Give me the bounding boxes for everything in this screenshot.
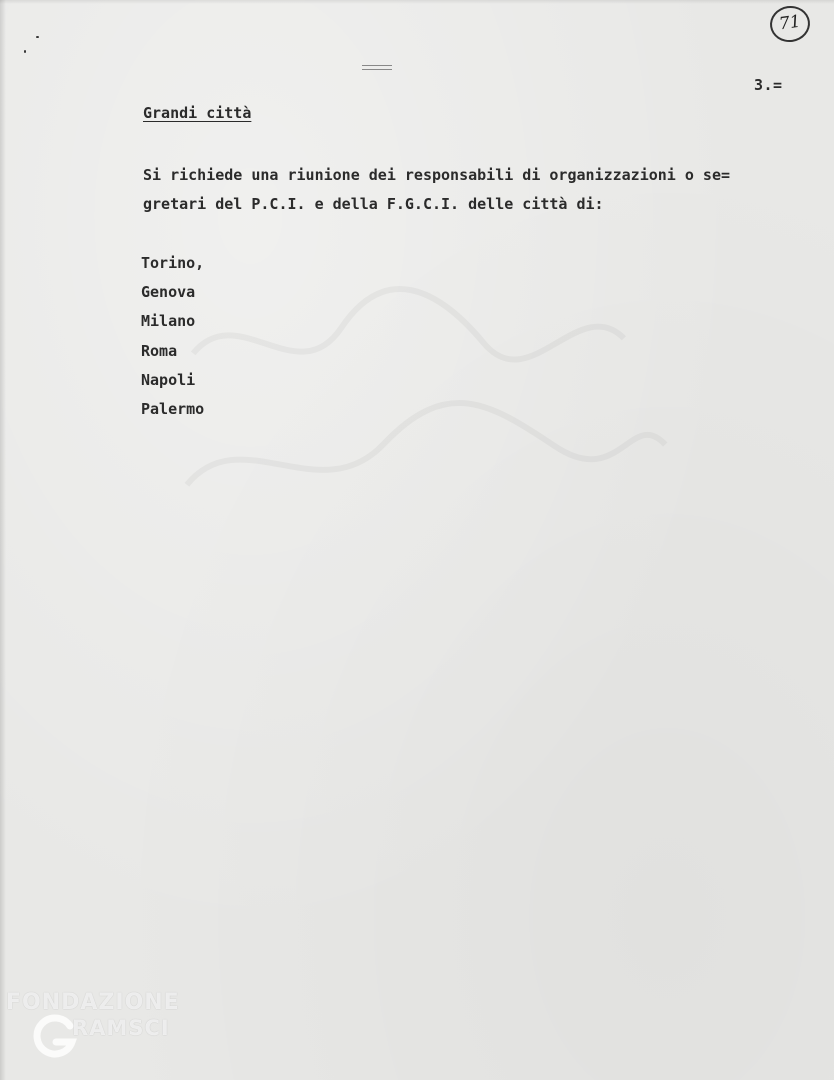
city-list xyxy=(141,249,204,424)
body-paragraph xyxy=(143,161,803,219)
city-item: Roma xyxy=(141,341,178,360)
section-heading: Grandi città xyxy=(143,104,252,122)
ink-speck xyxy=(36,36,39,38)
city-item: Napoli xyxy=(141,370,196,389)
ink-speck xyxy=(24,50,26,53)
paper-watermark xyxy=(147,244,693,571)
logo-text-line2: RAMSCI xyxy=(72,1016,170,1040)
typed-page-number: 3.= xyxy=(754,76,783,94)
paragraph-line: gretari del P.C.I. e della F.G.C.I. delle città di: xyxy=(143,195,604,213)
city-item: Palermo xyxy=(141,400,205,419)
city-item: Milano xyxy=(141,312,196,331)
archive-logo xyxy=(6,990,206,1070)
top-dash-mark xyxy=(362,65,392,70)
city-item: Genova xyxy=(141,283,196,302)
g-letter-icon xyxy=(30,1012,78,1060)
city-item: Torino, xyxy=(141,254,205,272)
watermark-flourish-icon xyxy=(147,244,689,537)
logo-text-line1: FONDAZIONE xyxy=(6,990,180,1015)
page-edge-shadow xyxy=(0,0,6,1080)
handwritten-page-number: 71 xyxy=(768,3,813,44)
page-top-shadow xyxy=(0,0,834,4)
paragraph-line: Si richiede una riunione dei responsabili di organizzazioni o se= xyxy=(143,166,730,184)
